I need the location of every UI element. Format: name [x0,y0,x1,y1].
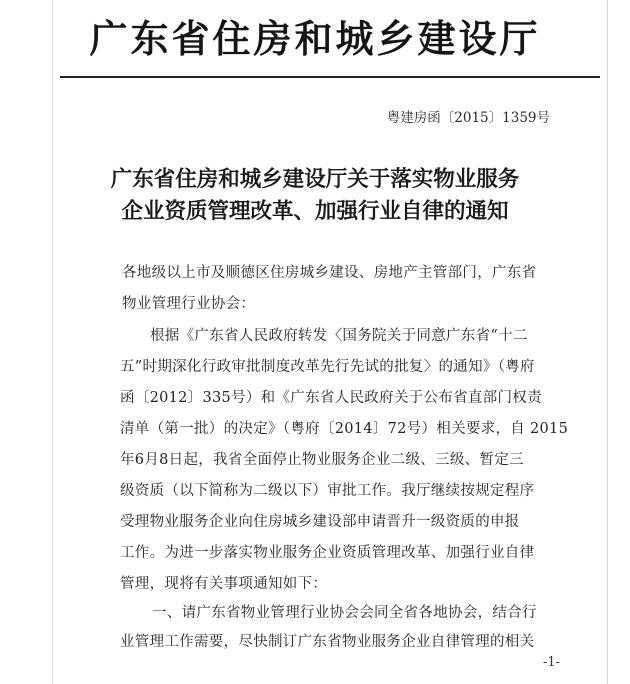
body-line: 年6月8日起，我省全面停止物业服务企业二级、三级、暂定三 [120,452,524,468]
body-line: 物业管理行业协会： [122,296,256,312]
document-number: 粤建房函〔2015〕1359号 [386,110,550,126]
notice-title-line-1: 广东省住房和城乡建设厅关于落实物业服务 [110,167,520,192]
notice-title-line-2: 企业资质管理改革、加强行业自律的通知 [121,199,509,224]
body-line: 一、请广东省物业管理行业协会会同全省各地协会，结合行 [152,605,537,621]
body-line: 函〔2012〕335号）和《广东省人民政府关于公布省直部门权责 [120,390,542,406]
agency-header: 广东省住房和城乡建设厅 [89,17,541,61]
page-left-edge [52,0,53,684]
body-line: 清单（第一批）的决定》（粤府〔2014〕72号）相关要求，自 2015 [120,421,569,437]
body-line: 业管理工作需要，尽快制订广东省物业服务企业自律管理的相关 [120,634,535,650]
body-line: 各地级以上市及顺德区住房城乡建设、房地产主管部门，广东省 [122,265,537,281]
body-line: 根据《广东省人民政府转发〈国务院关于同意广东省“十二 [150,328,528,344]
page-number: -1- [542,655,560,670]
page-right-edge [607,0,608,684]
body-line: 工作。为进一步落实物业服务企业资质管理改革、加强行业自律 [120,545,535,561]
header-divider [60,76,600,78]
body-line: 五”时期深化行政审批制度改革先行先试的批复〉的通知》（粤府 [120,359,535,375]
body-line: 级资质（以下简称为二级以下）审批工作。我厅继续按规定程序 [120,483,535,499]
body-line: 管理，现将有关事项通知如下： [120,576,328,592]
body-line: 受理物业服务企业向住房城乡建设部申请晋升一级资质的申报 [120,514,520,530]
